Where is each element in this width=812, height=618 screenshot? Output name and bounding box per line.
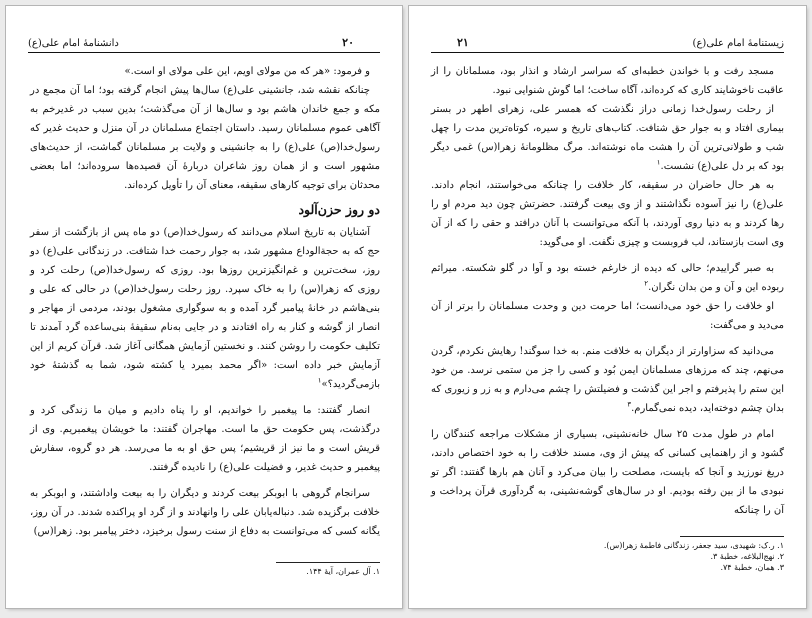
paragraph: انصار گفتند: ما پیغمبر را خواندیم، او را پناه دادیم و میان ما زندگی کرد و درگذشت، پس حکومت حق ما است. مهاجران گفتند: ما خویشان پیغمبریم. وی از قریش است و ما نیز از قریشیم؛ پس حق او به ما می‌رسد. هر دو گروه، سفارش پیغمبر و حدیث غدیر، و فضیلت علی(ع) را نادیده گرفتند. bbox=[30, 405, 380, 473]
right-footnotes bbox=[431, 536, 784, 573]
paragraph: امام در طول مدت ۲۵ سال خانه‌نشینی، بسیاری از مشکلات مراجعه کنندگان را گشود و از راهنمایی کسانی که پیش از وی، مسند خلافت را به خود اختصاص دادند، دریغ نورزید و آنجا که بایست، مصلحت را بیان می‌کرد و آنان هم بارها گفتند: اگر تو نبودی ما از بین رفته بودیم. او در سال‌های گوشه‌نشینی، به گردآوری قرآن پرداخت و آن را چنانکه bbox=[431, 429, 784, 516]
quote-paragraph: می‌دانید که سزاوارتر از دیگران به خلافت منم. به خدا سوگند! رهایش نکردم، گردن می‌نهم، چند که مرزهای مسلمانان ایمن بُود و کسی را جز من ستمی نرسد. من خود این ستم را پذیرفتم و اجر این گذشت و فضیلتش را چشم می‌دارم و به زر و زیوری که بدان چشم دوخته‌اید، دیده نمی‌گمارم.$^۳$ bbox=[431, 346, 784, 414]
paragraph: او خلافت را حق خود می‌دانست؛ اما حرمت دین و وحدت مسلمانان را برتر از آن می‌دید و می‌گفت: bbox=[431, 301, 784, 331]
right-page-body bbox=[431, 62, 784, 520]
footnote: ۳. همان، خطبهٔ ۷۴. bbox=[720, 563, 784, 572]
paragraph: مسجد رفت و با خواندن خطبه‌ای که سراسر ارشاد و انذار بود، مسلمانان را از عاقبت ناخوشایند کاری که کرده‌اند، آگاه ساخت؛ اما گوش شنوایی نبود. bbox=[431, 66, 784, 96]
footnote-mark: ۲ bbox=[644, 279, 649, 288]
footnote: ۲. نهج‌البلاغه، خطبهٔ ۳. bbox=[710, 552, 784, 561]
right-page-header bbox=[431, 36, 784, 53]
paragraph: سرانجام گروهی با ابوبکر بیعت کردند و دیگران را به بیعت واداشتند، و ابوبکر به خلافت برگزیده شد. دنباله‌یابان علی را وانهادند و از گرد او پراکنده شدند. در آن روز، یگانه کسی که می‌توانست به دفاع از سنت رسول برخیزد، دختر پیامبر بود. زهرا(س) bbox=[30, 488, 380, 537]
paragraph: و فرمود: «هر که من مولای اویم، این علی مولای او است.» bbox=[124, 66, 370, 77]
left-page-number: ۲۰ bbox=[342, 36, 354, 49]
paragraph: آشنایان به تاریخ اسلام می‌دانند که رسول‌خدا(ص) دو ماه پس از بازگشت از سفر حج که به حجةالوداع مشهور شد، به جوار رحمت خدا شتافت. در زندگانی علی(ع) دو روز، سخت‌ترین و غم‌انگیزترین روزها بود. روزی که رسول‌خدا(ص) رحلت کرد و روزی که زهرا(س) را به خاک سپرد. روز رحلت رسول‌خدا(ص) در حالی که علی و بنی‌هاشم در خانهٔ پیامبر گرد آمده و به سوگواری مشغول بودند، مردمی از مهاجر و انصار از گوشه و کنار به راه افتادند و در جایی به‌نام سقیفهٔ بنی‌ساعده گرد آمدند تا تکلیف حکومت را روشن کنند. و نخستین آزمایش همگانی آغاز شد. قرآن کریم از این آزمایش خبر داده است: «اگر محمد بمیرد یا کشته شود، شما به گذشتهٔ خود بازمی‌گردید؟»$^۱$ bbox=[30, 227, 380, 390]
section-heading: دو روز حزن‌آلود bbox=[298, 202, 380, 217]
right-page bbox=[409, 6, 806, 608]
right-page-number: ۲۱ bbox=[457, 36, 469, 49]
paragraph: چنانکه نقشه شد، جانشینی علی(ع) سال‌ها پیش انجام گرفته بود؛ اما آن مجمع در مکه و جمع خاندان هاشم بود و سال‌ها از آن می‌گذشت؛ بدین سبب در غدیرخم به آگاهی عموم مسلمانان رسید. داستان اجتماع مسلمانان در آن منزل و حدیث غدیر که رسول‌خدا(ص) علی(ع) را به جانشینی و ولایت بر مسلمانان گماشت، از حدیث‌های مشهور است و از همان روز شاعران دربارهٔ آن قصیده‌ها سروده‌اند؛ اما بعضی محدثان برای توجیه کارهای سقیفه، معنای آن را تأویل کرده‌اند. bbox=[30, 85, 380, 191]
right-header-title: زیستنامهٔ امام علی(ع) bbox=[692, 38, 784, 49]
footnote-mark: ۳ bbox=[627, 400, 632, 409]
left-footnotes bbox=[28, 562, 380, 577]
paragraph: به هر حال حاضران در سقیفه، کار خلافت را چنانکه می‌خواستند، انجام دادند. علی(ع) را نیز آسوده نگذاشتند و از وی بیعت گرفتند. حضرتش چون دید مردم او را رها کردند و به دنیا روی آوردند، با آنکه می‌توانست با آنان درافتد و حقی را که از آن وی است بازستاند، لب فروبست و چیزی نگفت. او می‌گوید: bbox=[431, 180, 784, 248]
quote-paragraph: به صبر گراییدم؛ حالی که دیده از خارغم خسته بود و آوا در گلو شکسته. میراثم ربوده این و آن و من بدان نگران.$^۲$ bbox=[431, 263, 784, 293]
footnote-mark: ۱ bbox=[656, 158, 661, 167]
footnote-rule bbox=[680, 536, 784, 537]
footnote: ۱. ر.ک: شهیدی، سید جعفر، زندگانی فاطمهٔ زهرا(س). bbox=[603, 541, 784, 550]
footnote-mark: ۱ bbox=[317, 376, 322, 385]
left-page bbox=[6, 6, 402, 608]
left-page-body bbox=[30, 62, 380, 541]
footnote: ۱. آل عمران، آیهٔ ۱۴۴. bbox=[306, 567, 380, 576]
left-page-header bbox=[28, 36, 380, 53]
footnote-rule bbox=[276, 562, 380, 563]
left-header-title: دانشنامهٔ امام علی(ع) bbox=[28, 38, 119, 49]
paragraph: از رحلت رسول‌خدا زمانی دراز نگذشت که همسر علی، زهرای اطهر در بستر بیماری افتاد و به جوار حق شتافت. کتاب‌های تاریخ و سیره، کوتاه‌ترین مدت را چهل شب و طولانی‌ترین آن را هشت ماه نوشته‌اند. مرگ مظلومانهٔ زهرا(س) غمی دیگر بود که بر دل علی(ع) نشست.$^۱$ bbox=[431, 104, 784, 172]
